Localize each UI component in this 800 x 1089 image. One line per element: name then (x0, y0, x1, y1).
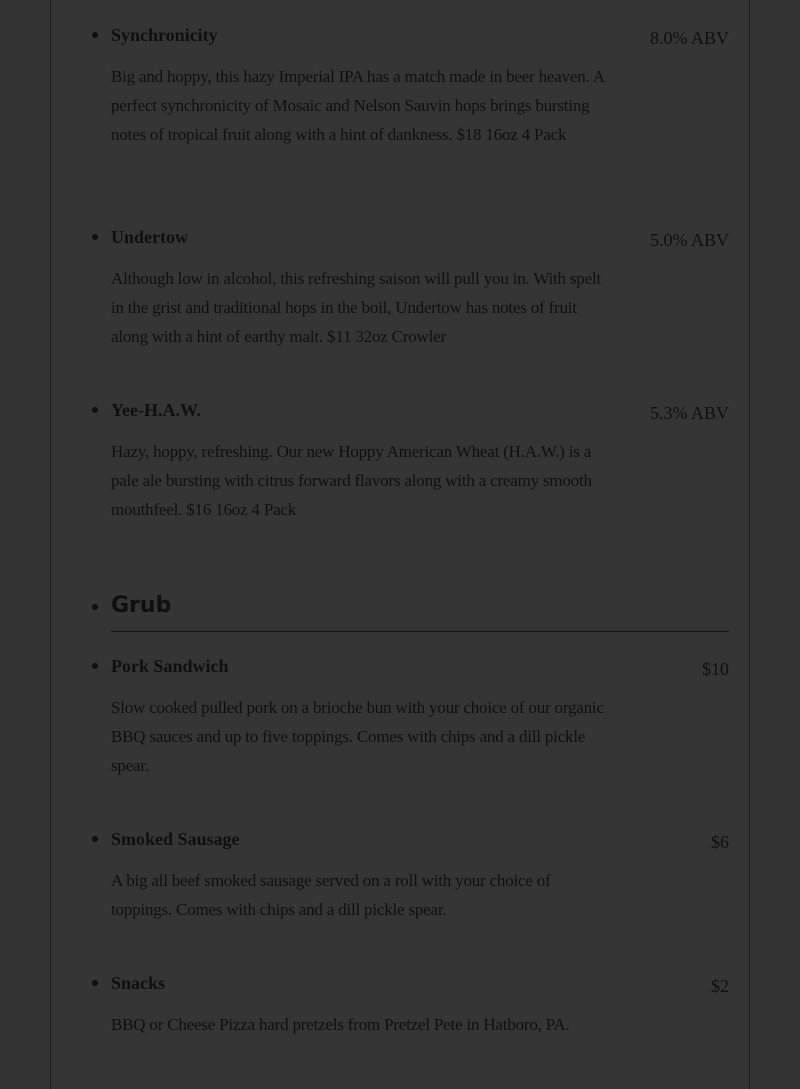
item-description: Hazy, hoppy, refreshing. Our new Hoppy American Wheat (H.A.W.) is a pale ale bursting with citrus forward flavors along with a creamy smooth mouthfeel. $16 16oz 4 Pack (111, 442, 592, 519)
item-abv: 5.0% ABV (649, 230, 729, 250)
item-name: Undertow (111, 227, 188, 247)
item-description: Big and hoppy, this hazy Imperial IPA has a match made in beer heaven. A perfect synchronicity of Mosaic and Nelson Sauvin hops brings bursting notes of tropical fruit along with a hint of dankness. $18 16oz 4 Pack (111, 67, 604, 144)
item-price: $10 (702, 659, 729, 679)
menu-page (50, 0, 750, 1089)
item-description: BBQ or Cheese Pizza hard pretzels from Pretzel Pete in Hatboro, PA. (111, 1015, 570, 1034)
item-name: Pork Sandwich (111, 656, 229, 676)
item-name: Smoked Sausage (111, 829, 240, 849)
item-description: Slow cooked pulled pork on a brioche bun with your choice of our organic BBQ sauces and up to five toppings. Comes with chips and a dill pickle spear. (111, 698, 604, 775)
item-description: Although low in alcohol, this refreshing saison will pull you in. With spelt in the grist and traditional hops in the boil, Undertow has notes of fruit along with a hint of earthy malt. $11 32oz Crowler (111, 269, 601, 346)
item-abv: 5.3% ABV (649, 403, 729, 423)
item-abv: 8.0% ABV (649, 28, 729, 48)
section-bullet (92, 604, 98, 610)
item-price: $6 (711, 832, 729, 852)
item-name: Yee-H.A.W. (111, 400, 201, 420)
list-bullet (92, 234, 98, 240)
item-name: Synchronicity (111, 25, 218, 45)
list-bullet (92, 32, 98, 38)
section-divider (111, 631, 729, 632)
item-description: A big all beef smoked sausage served on a roll with your choice of toppings. Comes with chips and a dill pickle spear. (111, 871, 551, 919)
list-bullet (92, 663, 98, 669)
list-bullet (92, 836, 98, 842)
item-price: $2 (711, 976, 729, 996)
section-title-grub: Grub (111, 593, 172, 618)
list-bullet (92, 407, 98, 413)
item-name: Snacks (111, 973, 166, 993)
list-bullet (92, 980, 98, 986)
